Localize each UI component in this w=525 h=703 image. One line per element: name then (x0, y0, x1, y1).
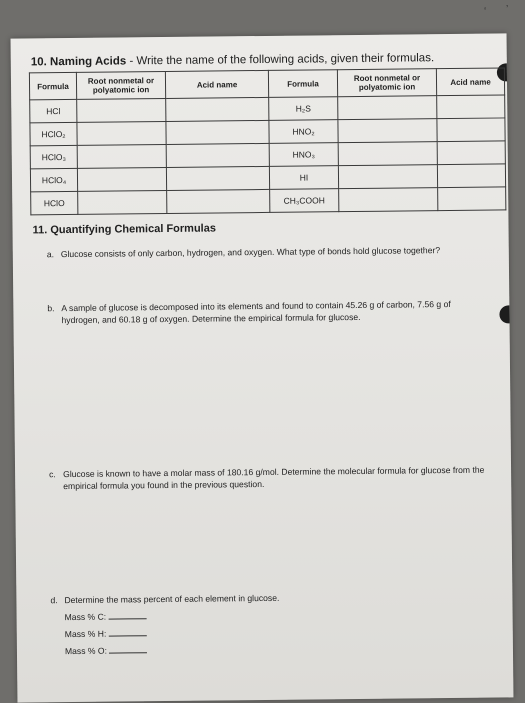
q10-instruction: - Write the name of the following acids, given their formulas. (129, 52, 435, 68)
root-answer-cell[interactable] (78, 190, 167, 214)
header-root-right: Root nonmetal or polyatomic ion (337, 69, 436, 97)
root-answer-cell[interactable] (77, 144, 166, 168)
mass-percent-h-label: Mass % H: (64, 628, 107, 640)
naming-acids-table (29, 67, 506, 215)
acid-name-answer-cell[interactable] (437, 95, 505, 119)
acid-name-answer-cell[interactable] (437, 141, 505, 165)
corner-mark-right: ’ (506, 4, 509, 15)
root-answer-cell[interactable] (338, 142, 437, 166)
formula-cell: HClO₄ (30, 168, 77, 191)
acid-name-answer-cell[interactable] (166, 120, 269, 144)
q10-heading: Naming Acids (49, 55, 127, 69)
header-formula-left: Formula (29, 72, 76, 99)
part-text: Glucose consists of only carbon, hydrogen, and oxygen. What type of bonds hold glucose together? (60, 245, 441, 260)
formula-cell: HClO (31, 191, 78, 214)
table-row (31, 187, 506, 215)
mass-percent-c-blank[interactable] (108, 609, 146, 619)
part-text: Determine the mass percent of each element in glucose. (64, 592, 280, 606)
part-text: Glucose is known to have a molar mass of 180.16 g/mol. Determine the molecular formula for glucose from the empirical formula you found in the previous question. (63, 464, 485, 492)
acid-name-answer-cell[interactable] (167, 189, 270, 213)
binder-hole-middle (499, 305, 509, 323)
q11-part-d (50, 590, 491, 658)
acid-name-answer-cell[interactable] (166, 97, 269, 121)
mass-percent-c-label: Mass % C: (64, 611, 107, 623)
header-acid-name-right: Acid name (436, 68, 504, 96)
root-answer-cell[interactable] (339, 188, 438, 212)
root-answer-cell[interactable] (338, 96, 437, 120)
part-letter: b. (47, 303, 55, 314)
formula-cell: HNO₃ (269, 143, 338, 167)
mass-percent-o-blank[interactable] (109, 643, 147, 653)
part-text: A sample of glucose is decomposed into its elements and found to contain 45.26 g of carbon, 7.56 g of hydrogen, and 60.18 g of oxygen. Determine the empirical formula for glucose. (61, 299, 451, 326)
formula-cell: HCl (30, 99, 77, 122)
mass-percent-h-line (65, 623, 491, 640)
q11-part-a (47, 244, 487, 261)
root-answer-cell[interactable] (77, 167, 166, 191)
worksheet-page (11, 33, 514, 702)
formula-cell: H₂S (269, 97, 338, 121)
corner-mark-left: ‘ (484, 6, 487, 17)
q10-number: 10. (30, 56, 47, 69)
part-letter: a. (46, 249, 55, 260)
root-answer-cell[interactable] (77, 121, 166, 145)
root-answer-cell[interactable] (338, 165, 437, 189)
q10-title (31, 52, 434, 68)
formula-cell: HClO₃ (30, 145, 77, 168)
acid-name-answer-cell[interactable] (437, 164, 505, 188)
header-root-left: Root nonmetal or polyatomic ion (76, 71, 165, 99)
root-answer-cell[interactable] (77, 98, 166, 122)
part-letter: d. (50, 595, 58, 606)
acid-name-answer-cell[interactable] (166, 143, 269, 167)
mass-percent-h-blank[interactable] (109, 626, 147, 636)
acid-name-answer-cell[interactable] (437, 118, 505, 142)
part-letter: c. (49, 469, 56, 480)
root-answer-cell[interactable] (338, 119, 437, 143)
formula-cell: HI (269, 166, 338, 190)
q11-part-c (49, 464, 489, 493)
formula-cell: CH₃COOH (270, 189, 339, 213)
mass-percent-o-line (65, 640, 491, 657)
acid-name-answer-cell[interactable] (166, 166, 269, 190)
header-formula-right: Formula (268, 70, 337, 98)
mass-percent-o-label: Mass % O: (64, 645, 108, 657)
formula-cell: HClO₂ (30, 122, 77, 145)
formula-cell: HNO₂ (269, 120, 338, 144)
q11-section (32, 219, 502, 657)
header-acid-name-left: Acid name (165, 70, 268, 98)
q11-part-b (47, 298, 487, 327)
mass-percent-c-line (65, 606, 491, 623)
q11-heading: 11. Quantifying Chemical Formulas (32, 222, 216, 237)
acid-name-answer-cell[interactable] (438, 187, 506, 211)
